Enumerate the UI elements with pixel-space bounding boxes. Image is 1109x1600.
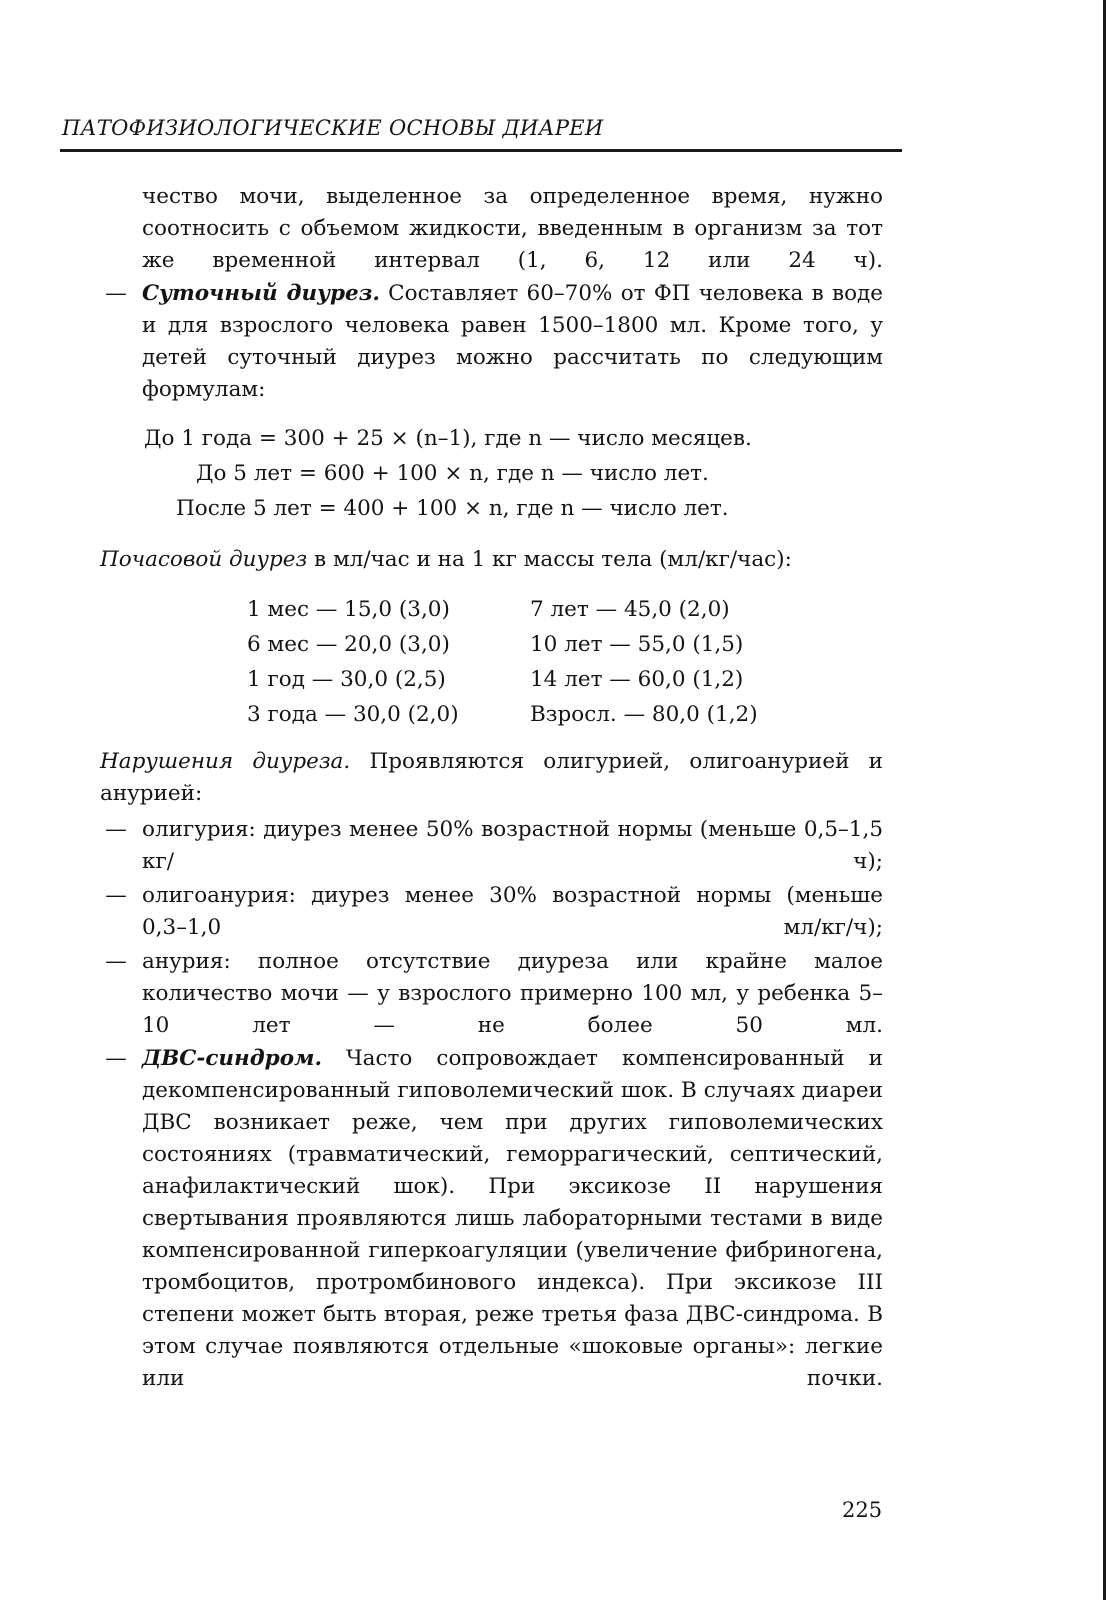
- table-cell: 3 года — 30,0 (2,0): [247, 702, 459, 727]
- table-cell: 14 лет — 60,0 (1,2): [530, 667, 744, 692]
- table-cell: 1 год — 30,0 (2,5): [247, 667, 446, 692]
- hourly-diuresis-term: Почасовой диурез: [100, 547, 308, 572]
- hourly-diuresis-text: в мл/час и на 1 кг массы тела (мл/кг/час):: [307, 547, 792, 572]
- header-rule: [60, 149, 902, 152]
- hourly-table-right-column: [530, 592, 758, 732]
- table-cell: 1 мес — 15,0 (3,0): [247, 597, 450, 622]
- hourly-diuresis-line: [100, 544, 890, 576]
- running-head: ПАТОФИЗИОЛОГИЧЕСКИЕ ОСНОВЫ ДИАРЕИ: [62, 116, 604, 140]
- disorders-text: Проявляются олигурией, олигоанурией и анурией:: [100, 749, 883, 806]
- formula-under-1-year: До 1 года = 300 + 25 × (n–1), где n — число месяцев.: [144, 426, 752, 451]
- table-cell: 7 лет — 45,0 (2,0): [530, 597, 730, 622]
- oligoanuria-item: олигоанурия: диурез менее 30% возрастной нормы (меньше 0,3–1,0 мл/кг/ч);: [142, 883, 883, 940]
- page-number: 225: [842, 1498, 883, 1522]
- oliguria-item: олигурия: диурез менее 50% возрастной нормы (меньше 0,5–1,5 кг/ ч);: [142, 817, 883, 874]
- dic-syndrome-text: Часто сопровождает компенсированный и декомпенсированный гиповолемический шок. В случаях диареи ДВС возникает реже, чем при других гиповолемических состояниях (травматический, геморрагический, септический, анафилактический шок). При эксикозе II нарушения свертывания проявляются лишь лабораторными тестами в виде компенсированной гиперкоагуляции (увеличение фибриногена, тромбоцитов, протромбинового индекса). При эксикозе III степени может быть вторая, реже третья фаза ДВС-синдрома. В этом случае появляются отдельные «шоковые органы»: легкие или почки.: [142, 1046, 883, 1391]
- daily-diuresis-term: Суточный диурез.: [142, 281, 380, 306]
- page-edge-rule: [1103, 0, 1106, 1600]
- daily-diuresis-text: Составляет 60–70% от ФП человека в воде и для взрослого человека равен 1500–1800 мл. Кроме того, у детей суточный диурез можно рассчитать по следующим формулам:: [142, 281, 883, 402]
- intro-paragraph: чество мочи, выделенное за определенное время, нужно соотносить с объемом жидкости, введенным в организм за тот же временной интервал (1, 6, 12 или 24 ч).: [142, 184, 883, 273]
- list-dash: —: [105, 949, 127, 974]
- dic-syndrome-dash: —: [105, 1046, 127, 1071]
- formula-under-5-years: До 5 лет = 600 + 100 × n, где n — число лет.: [196, 461, 709, 486]
- daily-diuresis-dash: —: [105, 281, 127, 306]
- formula-over-5-years: После 5 лет = 400 + 100 × n, где n — число лет.: [176, 496, 729, 521]
- list-dash: —: [105, 817, 127, 842]
- anuria-item: анурия: полное отсутствие диуреза или крайне малое количество мочи — у взрослого примерно 100 мл, у ребенка 5–10 лет — не более 50 мл.: [142, 949, 883, 1038]
- daily-diuresis-paragraph: [142, 278, 883, 438]
- hourly-table-left-column: [247, 592, 459, 732]
- table-cell: 6 мес — 20,0 (3,0): [247, 632, 450, 657]
- table-cell: 10 лет — 55,0 (1,5): [530, 632, 744, 657]
- table-cell: Взросл. — 80,0 (1,2): [530, 702, 758, 727]
- dic-syndrome-paragraph: [142, 1043, 883, 1427]
- dic-syndrome-term: ДВС-синдром.: [142, 1046, 322, 1071]
- disorders-term: Нарушения диуреза.: [100, 749, 351, 774]
- list-dash: —: [105, 883, 127, 908]
